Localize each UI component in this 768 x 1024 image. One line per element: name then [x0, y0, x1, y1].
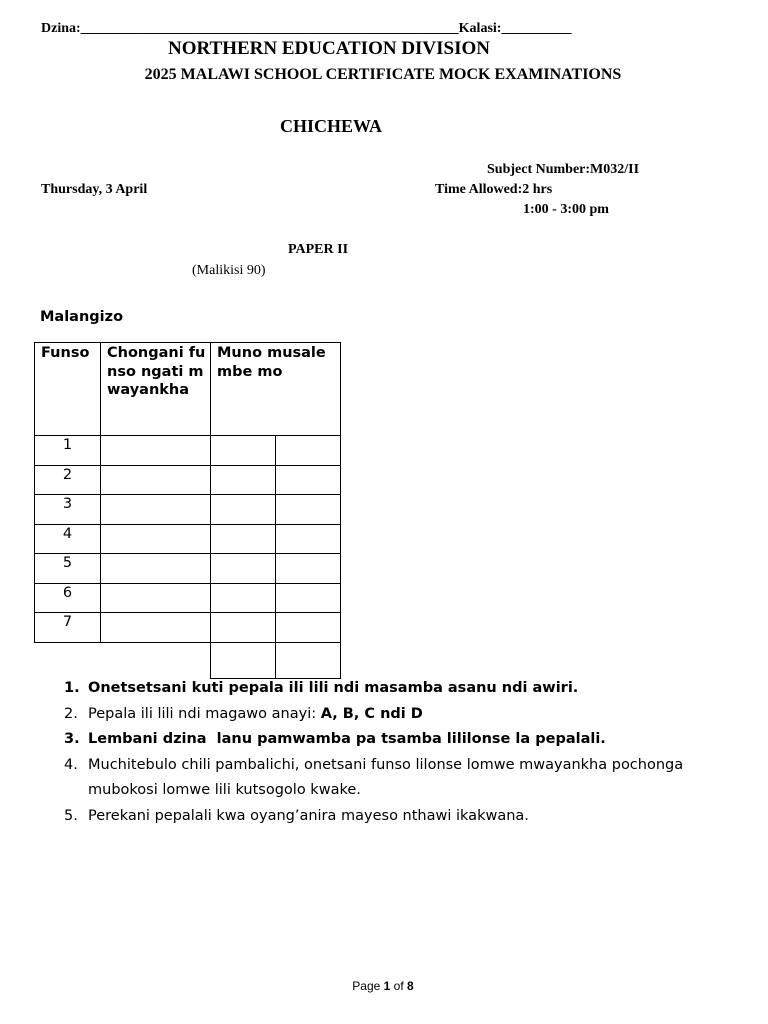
instruction-item: [60, 676, 710, 702]
name-class-line: Dzina:______________________________________________________Kalasi:__________: [41, 21, 572, 36]
marker-cell: [276, 613, 341, 643]
footer-prefix: Page: [352, 979, 384, 993]
marker-cell: [276, 495, 341, 525]
instruction-number: 3.: [64, 731, 80, 747]
instructions-heading: Malangizo: [40, 309, 124, 325]
question-tracking-table: [34, 342, 341, 679]
total-pages: 8: [407, 979, 414, 993]
header-question: Funso: [35, 343, 101, 436]
marker-cell: [276, 554, 341, 584]
instruction-sections: A, B, C ndi D: [320, 705, 423, 722]
instruction-number: 4.: [64, 756, 78, 773]
time-allowed: Time Allowed:2 hrs: [435, 182, 553, 197]
instructions-list: [60, 676, 710, 829]
marker-cell: [211, 583, 276, 613]
empty-cell: [35, 642, 101, 678]
question-number: 6: [35, 583, 101, 613]
paper-label: PAPER II: [288, 242, 349, 257]
question-number: 5: [35, 554, 101, 584]
division-title: NORTHERN EDUCATION DIVISION: [167, 38, 491, 59]
instruction-number: 5.: [64, 807, 78, 824]
empty-cell: [101, 642, 211, 678]
marker-cell: [211, 495, 276, 525]
marker-cell: [211, 554, 276, 584]
header-do-not-write: Muno musalembe mo: [211, 343, 341, 436]
total-marker-cell: [211, 642, 276, 678]
instruction-item: [60, 753, 710, 804]
question-number: 3: [35, 495, 101, 525]
exam-title: 2025 MALAWI SCHOOL CERTIFICATE MOCK EXAMINATIONS: [144, 66, 622, 83]
question-number: 1: [35, 436, 101, 466]
check-cell[interactable]: [101, 465, 211, 495]
check-cell[interactable]: [101, 613, 211, 643]
exam-hours: 1:00 - 3:00 pm: [523, 202, 609, 217]
marker-cell: [276, 436, 341, 466]
question-number: 2: [35, 465, 101, 495]
subject-number: Subject Number:M032/II: [487, 162, 640, 177]
instruction-text: Lembani dzina lanu pamwamba pa tsamba lililonse la pepalali.: [88, 731, 606, 747]
question-number: 7: [35, 613, 101, 643]
current-page: 1: [383, 979, 391, 993]
check-cell[interactable]: [101, 524, 211, 554]
marker-cell: [211, 524, 276, 554]
instruction-item: [60, 702, 710, 728]
marker-cell: [276, 583, 341, 613]
subject-title: CHICHEWA: [279, 116, 382, 136]
check-cell[interactable]: [101, 495, 211, 525]
instruction-number: 1.: [64, 680, 80, 696]
marker-cell: [276, 465, 341, 495]
question-number: 4: [35, 524, 101, 554]
instruction-text: Muchitebulo chili pambalichi, onetsani funso lilonse lomwe mwayankha pochonga mubokosi lomwe lili kutsogolo kwake.: [88, 756, 684, 798]
instruction-text: Onetsetsani kuti pepala ili lili ndi masamba asanu ndi awiri.: [88, 680, 579, 696]
total-marks: (Malikisi 90): [192, 263, 266, 278]
marker-cell: [211, 436, 276, 466]
exam-date: Thursday, 3 April: [41, 182, 148, 197]
marker-cell: [211, 613, 276, 643]
total-marker-cell: [276, 642, 341, 678]
footer-middle: of: [390, 979, 408, 993]
check-cell[interactable]: [101, 583, 211, 613]
instruction-text: Perekani pepalali kwa oyang’anira mayeso nthawi ikakwana.: [88, 807, 529, 824]
check-cell[interactable]: [101, 554, 211, 584]
page-footer: [0, 979, 766, 993]
marker-cell: [211, 465, 276, 495]
instruction-item: [60, 804, 710, 830]
instruction-text: Pepala ili lili ndi magawo anayi:: [88, 705, 321, 722]
marker-cell: [276, 524, 341, 554]
instruction-number: 2.: [64, 705, 78, 722]
instruction-item: [60, 727, 710, 753]
header-check: Chongani funso ngati mwayankha: [101, 343, 211, 436]
check-cell[interactable]: [101, 436, 211, 466]
